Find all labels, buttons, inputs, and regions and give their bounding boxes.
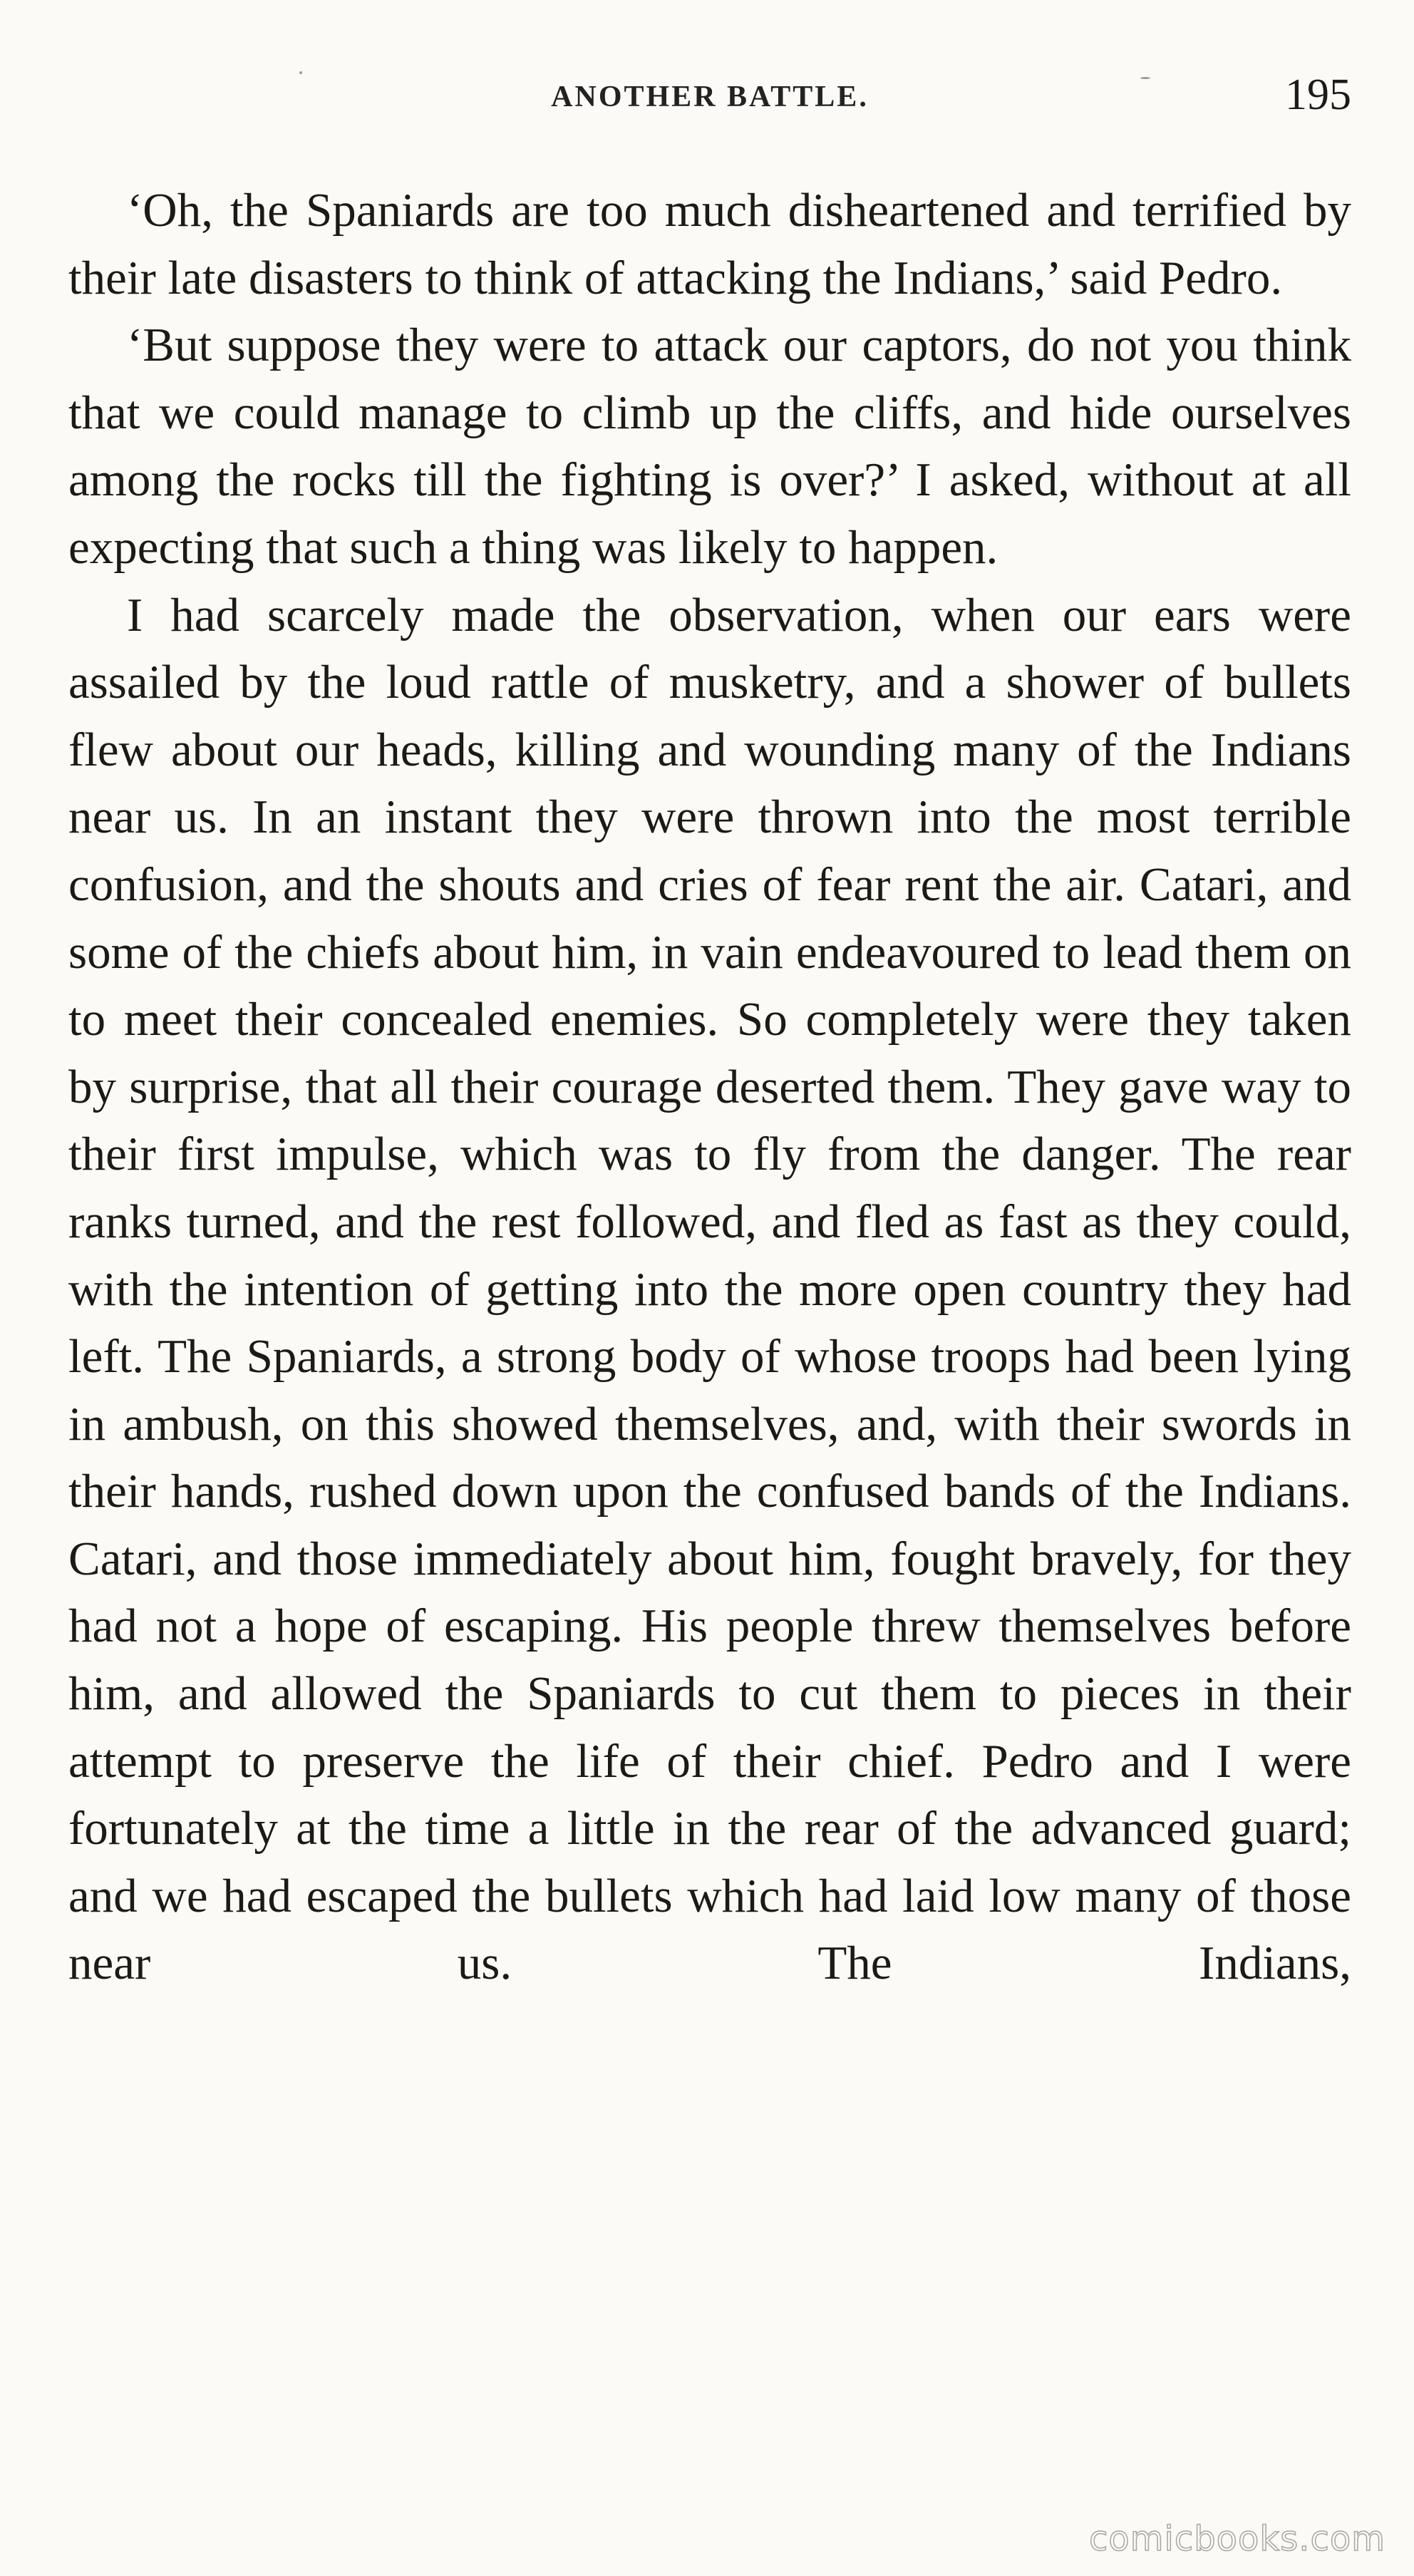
paragraph: I had scarcely made the observation, when our ears were assailed by the loud rattle of musketry, and a shower of bullets flew about our heads, killing and wounding many of the Indians near us. In an instant they were thrown into the most terrible confusion, and the shouts and cries of fear rent the air. Catari, and some of the chiefs about him, in vain endeavoured to lead them on to meet their concealed enemies. So completely were they taken by surprise, that all their courage deserted them. They gave way to their first impulse, which was to fly from the danger. The rear ranks turned, and the rest followed, and fled as fast as they could, with the intention of getting into the more open country they had left. The Spaniards, a strong body of whose troops had been lying in ambush, on this showed themselves, and, with their swords in their hands, rushed down upon the confused bands of the Indians. Catari, and those immediately about him, fought bravely, for they had not a hope of escaping. His people threw themselves before him, and allowed the Spaniards to cut them to pieces in their attempt to preserve the life of their chief. Pedro and I were fortunately at the time a little in the rear of the advanced guard; and we had escaped the bullets which had laid low many of those near us. The Indians, [68, 588, 1351, 1990]
paragraph: ‘But suppose they were to attack our captors, do not you think that we could manage to climb up the cliffs, and hide ourselves among the rocks till the fighting is over?’ I asked, without at all expecting that such a thing was likely to happen. [68, 319, 1351, 574]
body-text [68, 177, 1351, 1997]
watermark: comicbooks.com [1088, 2519, 1385, 2559]
running-title: ANOTHER BATTLE. [551, 81, 869, 113]
running-head [68, 70, 1351, 127]
page-number: 195 [1285, 71, 1351, 119]
paragraph: ‘Oh, the Spaniards are too much disheartened and terrified by their late disasters to think of attacking the Indians,’ said Pedro. [68, 184, 1351, 304]
